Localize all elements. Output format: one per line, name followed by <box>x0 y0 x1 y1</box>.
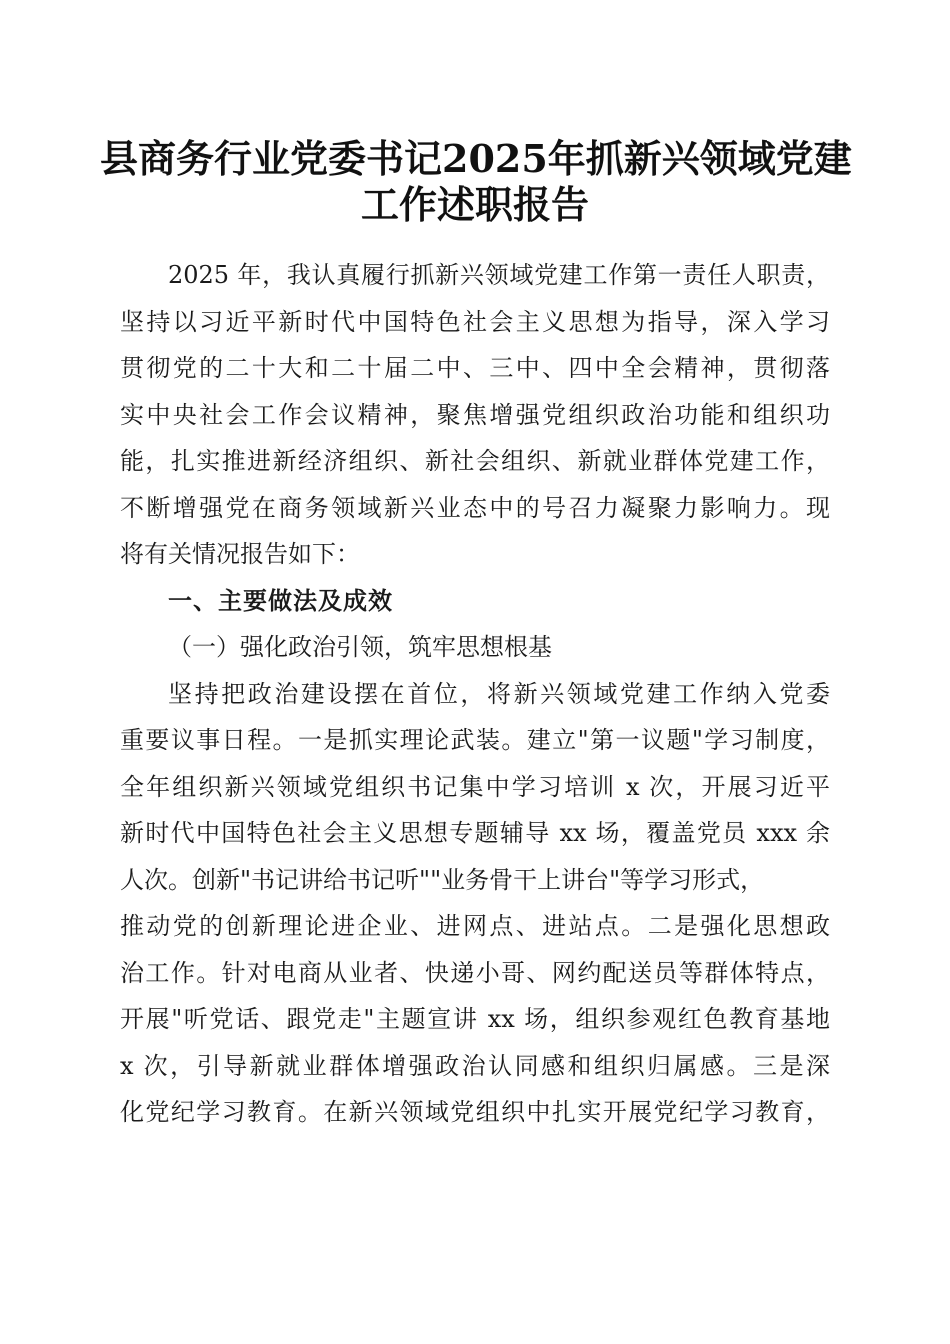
title-line-1: 县商务行业党委书记2025年抓新兴领域党建 <box>100 136 852 181</box>
subsection-heading: （一）强化政治引领，筑牢思想根基 <box>168 633 552 661</box>
paragraph-line: 人次。创新"书记讲给书记听""业务骨干上讲台"等学习形式， <box>120 865 765 894</box>
document-body <box>120 252 830 1136</box>
intro-line: 将有关情况报告如下： <box>120 540 360 568</box>
intro-line: 贯彻党的二十大和二十届二中、三中、四中全会精神，贯彻落 <box>120 354 830 382</box>
intro-line: 2025 年，我认真履行抓新兴领域党建工作第一责任人职责， <box>168 261 830 289</box>
paragraph-line: 化党纪学习教育。在新兴领域党组织中扎实开展党纪学习教育， <box>120 1098 830 1126</box>
paragraph-line: 坚持把政治建设摆在首位，将新兴领域党建工作纳入党委 <box>168 679 830 708</box>
paragraph-line: 推动党的创新理论进企业、进网点、进站点。二是强化思想政 <box>120 912 830 940</box>
paragraph-line: 治工作。针对电商从业者、快递小哥、网约配送员等群体特点， <box>120 958 830 987</box>
title-line-2: 工作述职报告 <box>360 182 589 227</box>
intro-line: 能，扎实推进新经济组织、新社会组织、新就业群体党建工作， <box>120 447 830 475</box>
section-heading: 一、主要做法及成效 <box>168 586 393 615</box>
paragraph-line: 开展"听党话、跟党走"主题宣讲 xx 场，组织参观红色教育基地 <box>120 1005 830 1033</box>
paragraph-line: 新时代中国特色社会主义思想专题辅导 xx 场，覆盖党员 xxx 余 <box>120 819 830 847</box>
document-title <box>100 136 850 228</box>
paragraph-line: x 次，引导新就业群体增强政治认同感和组织归属感。三是深 <box>120 1051 830 1080</box>
intro-line: 实中央社会工作会议精神，聚焦增强党组织政治功能和组织功 <box>120 400 830 429</box>
paragraph-line: 重要议事日程。一是抓实理论武装。建立"第一议题"学习制度， <box>120 726 830 754</box>
intro-line: 不断增强党在商务领域新兴业态中的号召力凝聚力影响力。现 <box>120 493 830 522</box>
intro-line: 坚持以习近平新时代中国特色社会主义思想为指导，深入学习 <box>120 307 830 336</box>
paragraph-line: 全年组织新兴领域党组织书记集中学习培训 x 次，开展习近平 <box>120 772 830 801</box>
